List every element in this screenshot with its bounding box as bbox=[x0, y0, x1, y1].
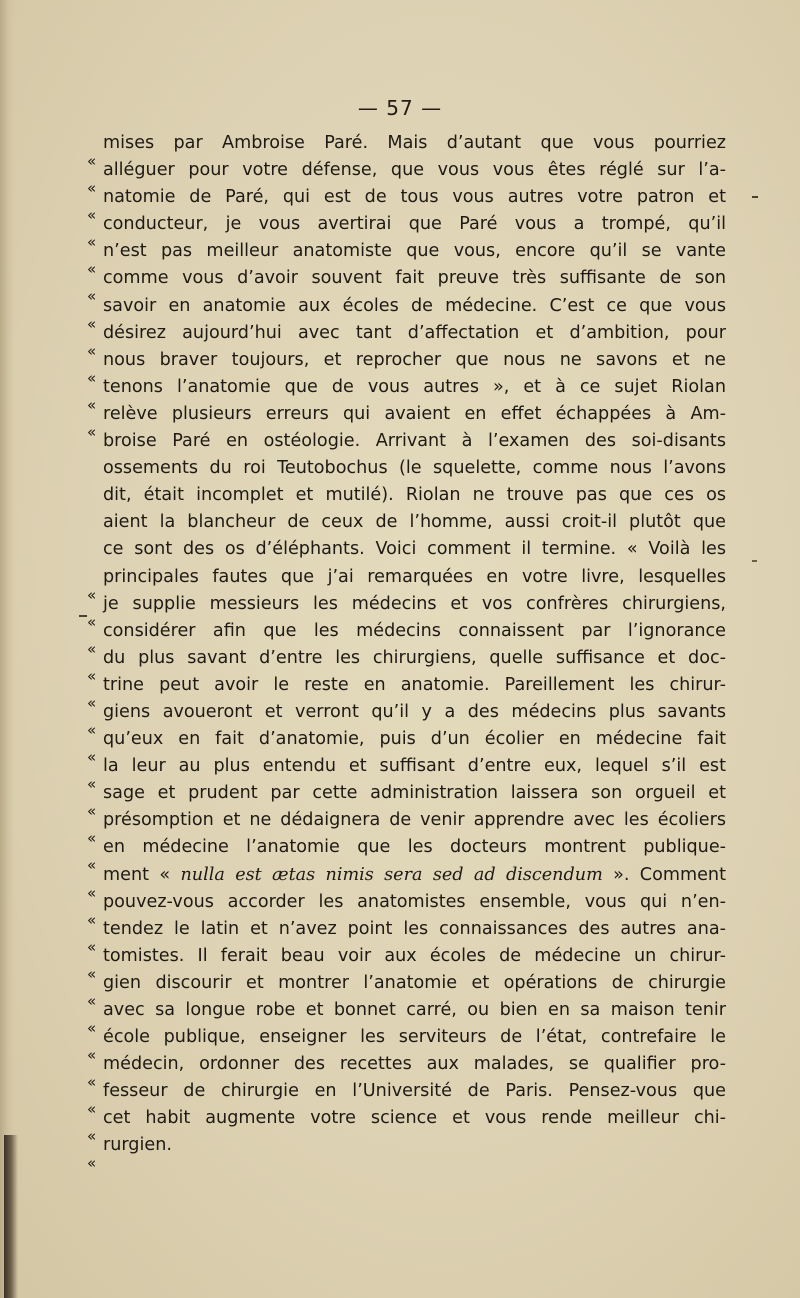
line-text: dit, était incomplet et mutilé). Riolan ne trouve pas que ces os bbox=[103, 485, 726, 506]
page-left-edge bbox=[0, 0, 14, 1298]
text-line: « comme vous d’avoir souvent fait preuve très suffisante de son bbox=[87, 268, 726, 306]
stray-mark bbox=[752, 196, 758, 198]
line-text: école publique, enseigner les serviteurs de l’état, contrefaire le bbox=[103, 1027, 726, 1048]
text-line: « école publique, enseigner les serviteurs de l’état, contrefaire le bbox=[87, 1027, 726, 1065]
text-line: « savoir en anatomie aux écoles de médecine. C’est ce que vous bbox=[87, 295, 726, 333]
line-text: la leur au plus entendu et suffisant d’entre eux, lequel s’il est bbox=[103, 756, 726, 777]
line-text: trine peut avoir le reste en anatomie. Pareillement les chirur- bbox=[103, 674, 726, 695]
text-line: « avec sa longue robe et bonnet carré, ou bien en sa maison tenir bbox=[87, 1000, 726, 1037]
line-text: savoir en anatomie aux écoles de médecine. C’est ce que vous bbox=[103, 295, 726, 316]
text-line: « je supplie messieurs les médecins et vos confrères chirurgiens, bbox=[87, 593, 726, 631]
line-text: gien discourir et montrer l’anatomie et opérations de chirurgie bbox=[103, 972, 726, 993]
line-text: mises par Ambroise Paré. Mais d’autant que vous pourriez bbox=[103, 133, 726, 153]
text-line bbox=[103, 509, 726, 536]
line-text: principales fautes que j’ai remarquées en votre livre, lesquelles bbox=[103, 566, 726, 587]
text-line: « fesseur de chirurgie en l’Université de Paris. Pensez-vous que bbox=[87, 1081, 726, 1119]
line-text: aient la blancheur de ceux de l’homme, aussi croit-il plutôt que bbox=[103, 512, 726, 533]
text-line: « médecin, ordonner des recettes aux malades, se qualifier pro- bbox=[87, 1054, 726, 1092]
line-text: fesseur de chirurgie en l’Université de Paris. Pensez-vous que bbox=[103, 1081, 726, 1102]
stray-mark bbox=[752, 560, 757, 562]
line-text: nous braver toujours, et reprocher que nous ne savons et ne bbox=[103, 349, 726, 370]
text-line: « ment « nulla est ætas nimis sera sed ad discendum ». Comment bbox=[87, 864, 726, 902]
binding-mark bbox=[4, 1135, 18, 1298]
text-line: « rurgien. bbox=[87, 1135, 172, 1173]
text-line: « tomistes. Il ferait beau voir aux écoles de médecine un chirur- bbox=[87, 945, 726, 983]
text-line: « natomie de Paré, qui est de tous vous autres votre patron et bbox=[87, 187, 726, 225]
text-line: « tenons l’anatomie que de vous autres », et à ce sujet Riolan bbox=[87, 376, 726, 414]
stray-mark bbox=[79, 615, 87, 617]
text-line: « conducteur, je vous avertirai que Paré vous a trompé, qu’il bbox=[87, 214, 726, 252]
text-line: « tendez le latin et n’avez point les connaissances des autres ana- bbox=[87, 918, 726, 956]
line-text: tenons l’anatomie que de vous autres », et à ce sujet Riolan bbox=[103, 376, 726, 397]
text-line bbox=[103, 536, 726, 563]
text-line: « n’est pas meilleur anatomiste que vous, encore qu’il se vante bbox=[87, 241, 726, 279]
line-text: sage et prudent par cette administration laissera son orgueil et bbox=[103, 783, 726, 804]
line-text: du plus savant d’entre les chirurgiens, quelle suffisance et doc- bbox=[103, 647, 726, 668]
body-text bbox=[87, 130, 726, 1173]
line-text: alléguer pour votre défense, que vous vous êtes réglé sur l’a- bbox=[103, 160, 726, 181]
text-line: « du plus savant d’entre les chirurgiens, quelle suffisance et doc- bbox=[87, 647, 726, 685]
text-line: « cet habit augmente votre science et vous rende meilleur chi- bbox=[87, 1108, 726, 1146]
text-line: « désirez aujourd’hui avec tant d’affectation et d’ambition, pour bbox=[87, 322, 726, 360]
text-line: « pouvez-vous accorder les anatomistes ensemble, vous qui n’en- bbox=[87, 891, 726, 929]
line-text: considérer afin que les médecins connaissent par l’ignorance bbox=[103, 620, 726, 641]
line-text: comme vous d’avoir souvent fait preuve très suffisante de son bbox=[103, 268, 726, 289]
text-line: « alléguer pour votre défense, que vous vous êtes réglé sur l’a- bbox=[87, 160, 726, 198]
line-text: giens avoueront et verront qu’il y a des médecins plus savants bbox=[103, 701, 726, 722]
line-text: rurgien. bbox=[103, 1135, 172, 1156]
line-text: ment « bbox=[103, 864, 181, 885]
line-text: pouvez-vous accorder les anatomistes ensemble, vous qui n’en- bbox=[103, 891, 726, 912]
line-text: en médecine l’anatomie que les docteurs montrent publique- bbox=[103, 837, 726, 858]
line-text: qu’eux en fait d’anatomie, puis d’un écolier en médecine fait bbox=[103, 729, 726, 750]
text-line: « en médecine l’anatomie que les docteurs montrent publique- bbox=[87, 837, 726, 875]
text-line: « présomption et ne dédaignera de venir apprendre avec les écoliers bbox=[87, 810, 726, 848]
text-line: « nous braver toujours, et reprocher que nous ne savons et ne bbox=[87, 349, 726, 387]
line-text: tomistes. Il ferait beau voir aux écoles de médecine un chirur- bbox=[103, 945, 726, 966]
text-line bbox=[103, 455, 726, 482]
text-line: « la leur au plus entendu et suffisant d’entre eux, lequel s’il est bbox=[87, 756, 726, 794]
text-line: « giens avoueront et verront qu’il y a des médecins plus savants bbox=[87, 701, 726, 739]
line-text: n’est pas meilleur anatomiste que vous, encore qu’il se vante bbox=[103, 241, 726, 262]
text-line bbox=[103, 428, 726, 455]
line-text: ce sont des os d’éléphants. Voici comment il termine. « Voilà les bbox=[103, 539, 726, 560]
line-text: avec sa longue robe et bonnet carré, ou bien en sa maison tenir bbox=[103, 1000, 726, 1020]
latin-quote: nulla est ætas nimis sera sed ad discendum bbox=[180, 864, 603, 885]
line-text: présomption et ne dédaignera de venir apprendre avec les écoliers bbox=[103, 810, 726, 831]
line-text: médecin, ordonner des recettes aux malades, se qualifier pro- bbox=[103, 1054, 726, 1075]
text-line: « mises par Ambroise Paré. Mais d’autant que vous pourriez bbox=[87, 133, 726, 170]
line-text: natomie de Paré, qui est de tous vous autres votre patron et bbox=[103, 187, 726, 208]
text-line bbox=[103, 482, 726, 509]
line-text: désirez aujourd’hui avec tant d’affectation et d’ambition, pour bbox=[103, 322, 726, 343]
line-text: tendez le latin et n’avez point les connaissances des autres ana- bbox=[103, 918, 726, 939]
page-number: — 57 — bbox=[357, 96, 443, 120]
line-text: relève plusieurs erreurs qui avaient en effet échappées à Am- bbox=[103, 403, 726, 424]
line-text: cet habit augmente votre science et vous rende meilleur chi- bbox=[103, 1108, 726, 1129]
text-line: « considérer afin que les médecins connaissent par l’ignorance bbox=[87, 620, 726, 658]
line-text: conducteur, je vous avertirai que Paré vous a trompé, qu’il bbox=[103, 214, 726, 235]
text-line: « sage et prudent par cette administration laissera son orgueil et bbox=[87, 783, 726, 821]
line-text: ossements du roi Teutobochus (le squelette, comme nous l’avons bbox=[103, 458, 726, 479]
line-text: je supplie messieurs les médecins et vos confrères chirurgiens, bbox=[103, 593, 726, 614]
text-line: « gien discourir et montrer l’anatomie et opérations de chirurgie bbox=[87, 972, 726, 1010]
text-line: « trine peut avoir le reste en anatomie. Pareillement les chirur- bbox=[87, 674, 726, 712]
line-text: broise Paré en ostéologie. Arrivant à l’examen des soi-disants bbox=[103, 431, 726, 452]
text-line: « relève plusieurs erreurs qui avaient en effet échappées à Am- bbox=[87, 403, 726, 441]
text-line: « principales fautes que j’ai remarquées en votre livre, lesquelles bbox=[87, 566, 726, 604]
text-line: « qu’eux en fait d’anatomie, puis d’un écolier en médecine fait bbox=[87, 729, 726, 767]
line-text: ». Comment bbox=[602, 864, 726, 885]
